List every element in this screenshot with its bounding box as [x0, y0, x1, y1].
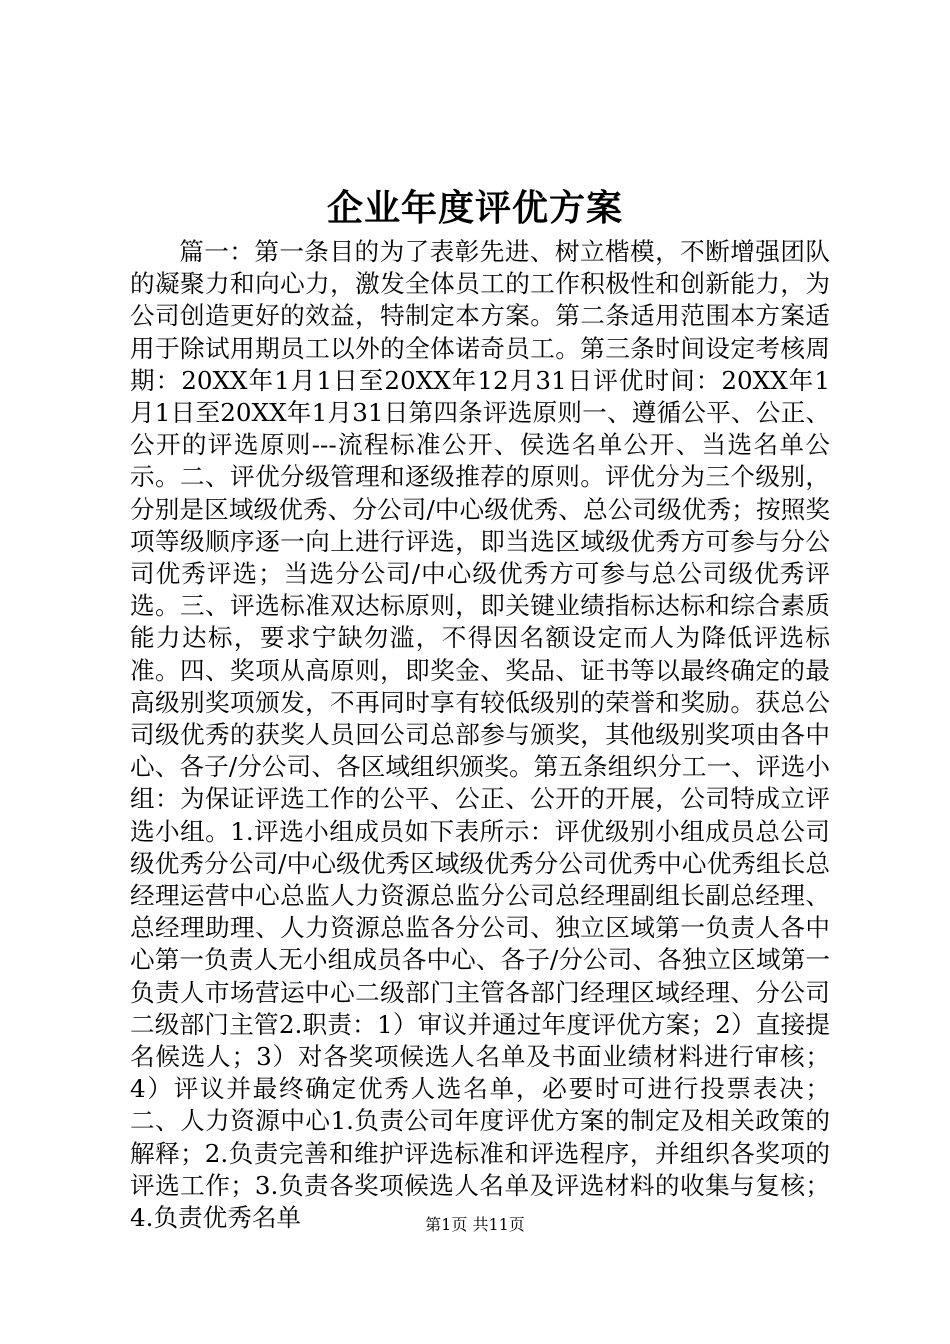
document-title: 企业年度评优方案 [326, 187, 623, 229]
document-body-paragraph: 篇一：第一条目的为了表彰先进、树立楷模，不断增强团队的凝聚力和向心力，激发全体员工的工作积极性和创新能力，为公司创造更好的效益，特制定本方案。第二条适用范围本方案适用于除试用期员工以外的全体诺奇员工。第三条时间设定考核周期：20XX年1月1日至20XX年12月31日评优时间：20XX年1月1日至20XX年1月31日第四条评选原则一、遵循公平、公正、公开的评选原则---流程标准公开、侯选名单公开、当选名单公示。二、评优分级管理和逐级推荐的原则。评优分为三个级别，分别是区域级优秀、分公司/中心级优秀、总公司级优秀；按照奖项等级顺序逐一向上进行评选，即当选区域级优秀方可参与分公司优秀评选；当选分公司/中心级优秀方可参与总公司级优秀评选。三、评选标准双达标原则，即关键业绩指标达标和综合素质能力达标，要求宁缺勿滥，不得因名额设定而人为降低评选标准。四、奖项从高原则，即奖金、奖品、证书等以最终确定的最高级别奖项颁发，不再同时享有较低级别的荣誉和奖励。获总公司级优秀的获奖人员回公司总部参与颁奖，其他级别奖项由各中心、各子/分公司、各区域组织颁奖。第五条组织分工一、评选小组：为保证评选工作的公平、公正、公开的开展，公司特成立评选小组。1.评选小组成员如下表所示：评优级别小组成员总公司级优秀分公司/中心级优秀区域级优秀分公司优秀中心优秀组长总经理运营中心总监人力资源总监分公司总经理副组长副总经理、总经理助理、人力资源总监各分公司、独立区域第一负责人各中心第一负责人无小组成员各中心、各子/分公司、各独立区域第一负责人市场营运中心二级部门主管各部门经理区域经理、分公司二级部门主管2.职责：1）审议并通过年度评优方案；2）直接提名候选人；3）对各奖项候选人名单及书面业绩材料进行审核；4）评议并最终确定优秀人选名单，必要时可进行投票表决；二、人力资源中心1.负责公司年度评优方案的制定及相关政策的解释；2.负责完善和维护评选标准和评选程序，并组织各奖项的评选工作；3.负责各奖项候选人名单及评选材料的收集与复核；4.负责优秀名单 [130, 237, 830, 1233]
page-number-footer: 第1页 共11页 [425, 1215, 525, 1234]
